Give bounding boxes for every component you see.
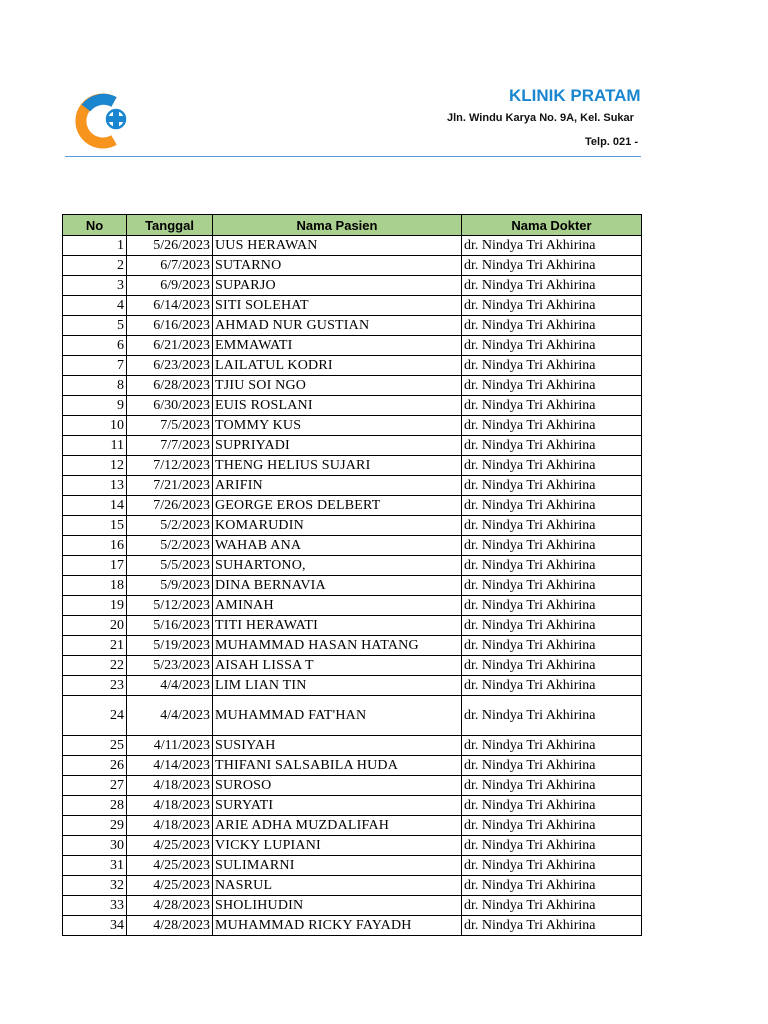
row-number: 28	[63, 796, 127, 816]
table-row	[63, 796, 642, 816]
row-patient-name: WAHAB ANA	[213, 536, 462, 556]
row-date: 4/28/2023	[127, 896, 213, 916]
row-doctor-name: dr. Nindya Tri Akhirina	[462, 916, 642, 936]
row-doctor-name: dr. Nindya Tri Akhirina	[462, 876, 642, 896]
clinic-name: KLINIK PRATAM	[509, 86, 641, 105]
row-date: 7/21/2023	[127, 476, 213, 496]
table-row	[63, 856, 642, 876]
row-patient-name: NASRUL	[213, 876, 462, 896]
row-patient-name: TITI HERAWATI	[213, 616, 462, 636]
table-row	[63, 876, 642, 896]
table-row	[63, 436, 642, 456]
table-row	[63, 696, 642, 736]
row-doctor-name: dr. Nindya Tri Akhirina	[462, 516, 642, 536]
row-date: 7/26/2023	[127, 496, 213, 516]
table-row	[63, 476, 642, 496]
row-patient-name: ARIFIN	[213, 476, 462, 496]
table-row	[63, 296, 642, 316]
row-doctor-name: dr. Nindya Tri Akhirina	[462, 496, 642, 516]
row-date: 5/16/2023	[127, 616, 213, 636]
row-doctor-name: dr. Nindya Tri Akhirina	[462, 756, 642, 776]
row-date: 7/12/2023	[127, 456, 213, 476]
row-doctor-name: dr. Nindya Tri Akhirina	[462, 296, 642, 316]
row-date: 6/9/2023	[127, 276, 213, 296]
table-row	[63, 816, 642, 836]
table-row	[63, 316, 642, 336]
row-number: 34	[63, 916, 127, 936]
row-date: 6/7/2023	[127, 256, 213, 276]
row-doctor-name: dr. Nindya Tri Akhirina	[462, 836, 642, 856]
row-number: 32	[63, 876, 127, 896]
row-patient-name: EMMAWATI	[213, 336, 462, 356]
row-patient-name: UUS HERAWAN	[213, 236, 462, 256]
row-number: 26	[63, 756, 127, 776]
row-doctor-name: dr. Nindya Tri Akhirina	[462, 456, 642, 476]
row-number: 29	[63, 816, 127, 836]
row-number: 24	[63, 696, 127, 736]
row-date: 5/12/2023	[127, 596, 213, 616]
row-patient-name: GEORGE EROS DELBERT	[213, 496, 462, 516]
row-doctor-name: dr. Nindya Tri Akhirina	[462, 776, 642, 796]
row-number: 20	[63, 616, 127, 636]
row-patient-name: THIFANI SALSABILA HUDA	[213, 756, 462, 776]
row-doctor-name: dr. Nindya Tri Akhirina	[462, 536, 642, 556]
row-doctor-name: dr. Nindya Tri Akhirina	[462, 376, 642, 396]
row-number: 6	[63, 336, 127, 356]
row-patient-name: SULIMARNI	[213, 856, 462, 876]
row-number: 2	[63, 256, 127, 276]
clinic-address: Jln. Windu Karya No. 9A, Kel. Sukar	[447, 112, 634, 124]
table-row	[63, 376, 642, 396]
row-number: 18	[63, 576, 127, 596]
row-number: 15	[63, 516, 127, 536]
row-doctor-name: dr. Nindya Tri Akhirina	[462, 696, 642, 736]
row-number: 5	[63, 316, 127, 336]
row-doctor-name: dr. Nindya Tri Akhirina	[462, 436, 642, 456]
clinic-logo-icon	[74, 92, 128, 150]
row-doctor-name: dr. Nindya Tri Akhirina	[462, 316, 642, 336]
row-number: 21	[63, 636, 127, 656]
row-date: 5/23/2023	[127, 656, 213, 676]
row-number: 19	[63, 596, 127, 616]
row-number: 30	[63, 836, 127, 856]
table-row	[63, 656, 642, 676]
row-patient-name: AISAH LISSA T	[213, 656, 462, 676]
row-doctor-name: dr. Nindya Tri Akhirina	[462, 336, 642, 356]
row-patient-name: SUHARTONO,	[213, 556, 462, 576]
row-patient-name: ARIE ADHA MUZDALIFAH	[213, 816, 462, 836]
col-header-no: No	[63, 215, 127, 236]
table-row	[63, 396, 642, 416]
row-number: 27	[63, 776, 127, 796]
row-date: 6/30/2023	[127, 396, 213, 416]
row-number: 12	[63, 456, 127, 476]
row-patient-name: SURYATI	[213, 796, 462, 816]
table-row	[63, 336, 642, 356]
row-patient-name: DINA BERNAVIA	[213, 576, 462, 596]
row-doctor-name: dr. Nindya Tri Akhirina	[462, 616, 642, 636]
row-patient-name: LIM LIAN TIN	[213, 676, 462, 696]
table-row	[63, 256, 642, 276]
table-row	[63, 596, 642, 616]
table-row	[63, 496, 642, 516]
row-patient-name: SITI SOLEHAT	[213, 296, 462, 316]
table-row	[63, 516, 642, 536]
table-row	[63, 776, 642, 796]
row-doctor-name: dr. Nindya Tri Akhirina	[462, 656, 642, 676]
row-number: 1	[63, 236, 127, 256]
row-patient-name: SUROSO	[213, 776, 462, 796]
row-number: 8	[63, 376, 127, 396]
row-date: 6/14/2023	[127, 296, 213, 316]
row-date: 7/7/2023	[127, 436, 213, 456]
row-patient-name: SUPRIYADI	[213, 436, 462, 456]
row-patient-name: SHOLIHUDIN	[213, 896, 462, 916]
row-date: 6/23/2023	[127, 356, 213, 376]
row-date: 4/14/2023	[127, 756, 213, 776]
row-patient-name: KOMARUDIN	[213, 516, 462, 536]
row-doctor-name: dr. Nindya Tri Akhirina	[462, 476, 642, 496]
table-row	[63, 616, 642, 636]
row-date: 6/21/2023	[127, 336, 213, 356]
table-row	[63, 896, 642, 916]
row-doctor-name: dr. Nindya Tri Akhirina	[462, 896, 642, 916]
table-row	[63, 416, 642, 436]
row-doctor-name: dr. Nindya Tri Akhirina	[462, 636, 642, 656]
row-number: 7	[63, 356, 127, 376]
patient-table	[62, 214, 642, 936]
row-date: 5/26/2023	[127, 236, 213, 256]
row-date: 4/18/2023	[127, 796, 213, 816]
row-doctor-name: dr. Nindya Tri Akhirina	[462, 396, 642, 416]
row-patient-name: TOMMY KUS	[213, 416, 462, 436]
row-patient-name: SUTARNO	[213, 256, 462, 276]
table-row	[63, 916, 642, 936]
table-row	[63, 536, 642, 556]
row-doctor-name: dr. Nindya Tri Akhirina	[462, 576, 642, 596]
table-row	[63, 576, 642, 596]
row-doctor-name: dr. Nindya Tri Akhirina	[462, 676, 642, 696]
row-number: 14	[63, 496, 127, 516]
row-number: 16	[63, 536, 127, 556]
row-patient-name: AMINAH	[213, 596, 462, 616]
table-row	[63, 276, 642, 296]
row-date: 4/28/2023	[127, 916, 213, 936]
row-patient-name: TJIU SOI NGO	[213, 376, 462, 396]
row-doctor-name: dr. Nindya Tri Akhirina	[462, 856, 642, 876]
table-row	[63, 736, 642, 756]
row-doctor-name: dr. Nindya Tri Akhirina	[462, 596, 642, 616]
row-date: 4/25/2023	[127, 836, 213, 856]
row-patient-name: SUPARJO	[213, 276, 462, 296]
row-patient-name: AHMAD NUR GUSTIAN	[213, 316, 462, 336]
row-doctor-name: dr. Nindya Tri Akhirina	[462, 356, 642, 376]
row-doctor-name: dr. Nindya Tri Akhirina	[462, 556, 642, 576]
col-header-tanggal: Tanggal	[127, 215, 213, 236]
table-row	[63, 676, 642, 696]
row-date: 4/25/2023	[127, 856, 213, 876]
row-patient-name: SUSIYAH	[213, 736, 462, 756]
row-number: 11	[63, 436, 127, 456]
table-row	[63, 556, 642, 576]
row-number: 4	[63, 296, 127, 316]
row-patient-name: EUIS ROSLANI	[213, 396, 462, 416]
table-header-row	[63, 215, 642, 236]
row-date: 4/18/2023	[127, 776, 213, 796]
row-patient-name: THENG HELIUS SUJARI	[213, 456, 462, 476]
row-number: 31	[63, 856, 127, 876]
row-doctor-name: dr. Nindya Tri Akhirina	[462, 236, 642, 256]
table-row	[63, 756, 642, 776]
table-row	[63, 836, 642, 856]
row-date: 5/5/2023	[127, 556, 213, 576]
row-doctor-name: dr. Nindya Tri Akhirina	[462, 276, 642, 296]
row-number: 10	[63, 416, 127, 436]
row-patient-name: MUHAMMAD HASAN HATANG	[213, 636, 462, 656]
row-patient-name: MUHAMMAD RICKY FAYADH	[213, 916, 462, 936]
row-number: 9	[63, 396, 127, 416]
row-date: 4/4/2023	[127, 676, 213, 696]
row-date: 4/11/2023	[127, 736, 213, 756]
row-number: 23	[63, 676, 127, 696]
row-number: 13	[63, 476, 127, 496]
row-date: 5/2/2023	[127, 536, 213, 556]
row-doctor-name: dr. Nindya Tri Akhirina	[462, 796, 642, 816]
row-date: 7/5/2023	[127, 416, 213, 436]
table-row	[63, 636, 642, 656]
col-header-nama-pasien: Nama Pasien	[213, 215, 462, 236]
row-date: 5/19/2023	[127, 636, 213, 656]
table-row	[63, 456, 642, 476]
row-patient-name: LAILATUL KODRI	[213, 356, 462, 376]
header-divider	[65, 156, 641, 157]
row-number: 25	[63, 736, 127, 756]
row-date: 5/9/2023	[127, 576, 213, 596]
row-date: 5/2/2023	[127, 516, 213, 536]
row-date: 6/28/2023	[127, 376, 213, 396]
row-date: 4/18/2023	[127, 816, 213, 836]
table-row	[63, 356, 642, 376]
row-date: 4/4/2023	[127, 696, 213, 736]
row-doctor-name: dr. Nindya Tri Akhirina	[462, 816, 642, 836]
col-header-nama-dokter: Nama Dokter	[462, 215, 642, 236]
clinic-phone: Telp. 021 -	[585, 136, 638, 148]
row-patient-name: VICKY LUPIANI	[213, 836, 462, 856]
row-date: 4/25/2023	[127, 876, 213, 896]
row-number: 22	[63, 656, 127, 676]
row-patient-name: MUHAMMAD FAT'HAN	[213, 696, 462, 736]
row-date: 6/16/2023	[127, 316, 213, 336]
row-number: 33	[63, 896, 127, 916]
row-doctor-name: dr. Nindya Tri Akhirina	[462, 416, 642, 436]
row-number: 17	[63, 556, 127, 576]
table-row	[63, 236, 642, 256]
row-doctor-name: dr. Nindya Tri Akhirina	[462, 736, 642, 756]
row-doctor-name: dr. Nindya Tri Akhirina	[462, 256, 642, 276]
row-number: 3	[63, 276, 127, 296]
